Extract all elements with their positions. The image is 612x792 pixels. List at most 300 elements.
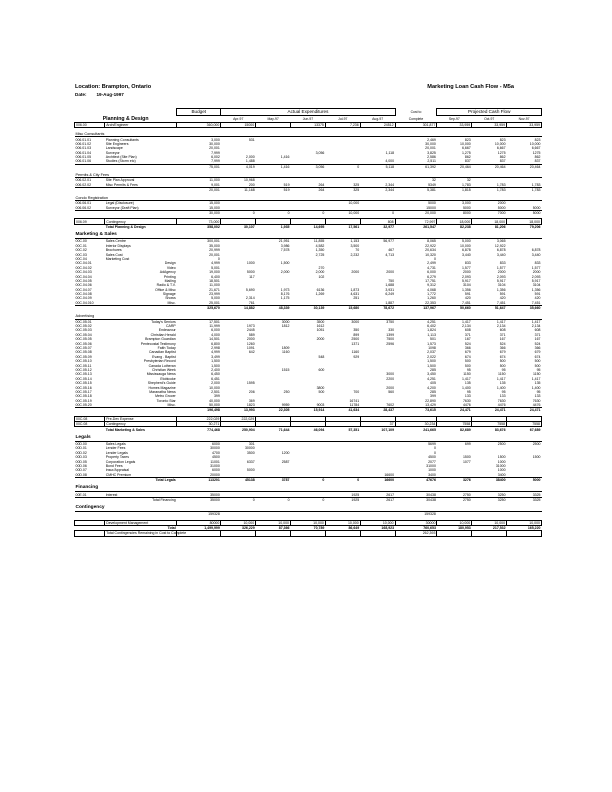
amount-cell: 4,731 bbox=[427, 265, 436, 270]
amount-cell: 32 bbox=[431, 178, 436, 183]
amount-cell: 7,999 bbox=[211, 159, 220, 164]
amount-cell: 330 bbox=[388, 328, 395, 333]
account-code: 00C.02 bbox=[75, 248, 87, 253]
amount-cell: 837 bbox=[534, 159, 541, 164]
amount-cell: 2,586 bbox=[427, 155, 436, 160]
amount-cell: 2617 bbox=[386, 492, 395, 497]
line-item-description: Office & Misc bbox=[155, 287, 176, 292]
line-item-description: Planning Consultants bbox=[105, 137, 139, 142]
amount-cell: 1,356 bbox=[461, 287, 471, 292]
account-code: 00C.05.06 bbox=[75, 341, 92, 346]
amount-cell: 87,366 bbox=[278, 526, 290, 531]
amount-cell: 137,967 bbox=[395, 306, 437, 311]
amount-cell: 79,206 bbox=[529, 225, 541, 229]
amount-cell: 2000 bbox=[497, 201, 506, 206]
line-item-description: Studies (Storm etc) bbox=[105, 159, 136, 164]
amount-cell: 133 bbox=[464, 394, 471, 399]
amount-cell: 0 bbox=[256, 497, 291, 502]
amount-cell: 2,134 bbox=[461, 324, 471, 329]
account-code: 00C.05.08 bbox=[75, 350, 92, 355]
account-code: 00D.05 bbox=[75, 459, 87, 464]
amount-cell: 3,500 bbox=[350, 243, 360, 248]
amount-cell: 7,578 bbox=[280, 248, 290, 253]
amount-cell: 6000 bbox=[212, 468, 220, 473]
amount-cell: 1925 bbox=[325, 497, 360, 502]
amount-cell: 20,464 bbox=[472, 164, 507, 169]
amount-cell: 3800 bbox=[316, 385, 325, 390]
amount-cell: 18,000 bbox=[472, 219, 507, 224]
amount-cell: 5699 bbox=[428, 442, 436, 447]
amount-cell: 591 bbox=[464, 292, 471, 297]
amount-cell: 2,037 bbox=[427, 350, 436, 355]
amount-cell: 524 bbox=[464, 341, 471, 346]
amount-cell: 5000 bbox=[246, 270, 255, 275]
actual-expenditures-header: Actual Expenditures bbox=[221, 109, 395, 116]
amount-cell: 167 bbox=[499, 337, 506, 342]
account-code: 00C.05.13 bbox=[75, 372, 92, 377]
amount-cell: 11,999 bbox=[209, 324, 220, 329]
amount-cell: 0 bbox=[217, 256, 220, 261]
amount-cell: 11784 bbox=[349, 403, 360, 408]
amount-cell: 2,022 bbox=[427, 354, 436, 359]
month-header: Jul-97 bbox=[325, 116, 360, 123]
amount-cell: 41,634 bbox=[325, 408, 360, 413]
amount-cell: 1,499,999 bbox=[204, 526, 220, 531]
account-code: 00C.03 bbox=[75, 252, 87, 257]
amount-cell: 5,001 bbox=[211, 265, 220, 270]
amount-cell: 1500 bbox=[497, 455, 506, 460]
amount-cell: 6,667 bbox=[531, 146, 541, 151]
line-item-description: Sales Centre bbox=[105, 239, 126, 244]
amount-cell: 113201 bbox=[177, 478, 221, 483]
amount-cell: 1,783 bbox=[507, 187, 542, 192]
amount-cell: 1,783 bbox=[531, 182, 541, 187]
amount-cell: 73,615 bbox=[395, 408, 437, 413]
line-item-description: Shows bbox=[165, 296, 176, 301]
amount-cell: 4,068 bbox=[427, 287, 436, 292]
column-group-header bbox=[75, 109, 542, 116]
account-code: 006.01.06 bbox=[75, 159, 92, 164]
amount-cell: 0 bbox=[291, 478, 326, 483]
line-item-description: Maranatha News bbox=[149, 389, 176, 394]
amount-cell: 217,532 bbox=[492, 526, 506, 531]
amount-cell: 15,000 bbox=[209, 201, 220, 206]
line-item-description: Signage bbox=[162, 292, 176, 297]
account-code: 00C.05.03 bbox=[75, 328, 92, 333]
amount-cell: 6,667 bbox=[461, 146, 471, 151]
amount-cell: 2445 bbox=[246, 328, 255, 333]
account-code: 00D.00 bbox=[75, 442, 87, 447]
amount-cell: 500 bbox=[499, 363, 506, 368]
amount-cell: 72,997 bbox=[395, 219, 437, 224]
amount-cell: 6,279 bbox=[427, 274, 436, 279]
amount-cell: 325 bbox=[353, 182, 360, 187]
amount-cell: 5000 bbox=[428, 201, 436, 206]
line-item-description: Property Taxes bbox=[105, 455, 129, 460]
line-item-description: Landscape bbox=[105, 146, 123, 151]
account-code: 00C.04.09 bbox=[75, 296, 92, 301]
amount-cell: 200 bbox=[248, 182, 255, 187]
amount-cell: 1,577 bbox=[531, 265, 541, 270]
amount-cell: 20,001 bbox=[209, 252, 220, 257]
line-item-description: Marketing Cost bbox=[105, 256, 130, 261]
amount-cell: 1260 bbox=[246, 341, 255, 346]
amount-cell: 20,634 bbox=[425, 248, 436, 253]
amount-cell: 1371 bbox=[351, 341, 360, 346]
amount-cell: 14,882 bbox=[221, 306, 256, 311]
amount-cell: 30438 bbox=[395, 497, 437, 502]
account-code: 00D.03 bbox=[75, 455, 87, 460]
account-code: 00C.05.02 bbox=[75, 324, 92, 329]
line-item-description: Corporation Legals bbox=[105, 459, 136, 464]
line-item-description: Radio & T.V. bbox=[156, 283, 176, 288]
amount-cell: 6,000 bbox=[427, 270, 436, 275]
account-code: 00C.05.15 bbox=[75, 381, 92, 386]
amount-cell: 10,000 bbox=[437, 520, 472, 525]
amount-cell: 19,000 bbox=[209, 270, 220, 275]
amount-cell: 8000 bbox=[437, 211, 472, 216]
line-item-description: Development Management bbox=[105, 520, 177, 525]
amount-cell: 20,001 bbox=[177, 187, 221, 192]
amount-cell: 11,000 bbox=[209, 178, 220, 183]
amount-cell: 4,999 bbox=[211, 350, 220, 355]
amount-cell: 7630 bbox=[532, 398, 541, 403]
amount-cell: 95 bbox=[536, 389, 541, 394]
amount-cell: 500 bbox=[318, 389, 325, 394]
amount-cell: 1,500 bbox=[427, 363, 436, 368]
amount-cell: 45138 bbox=[221, 478, 256, 483]
amount-cell: 25,001 bbox=[209, 300, 220, 305]
amount-cell: 95 bbox=[466, 389, 471, 394]
account-code: 006.06.01 bbox=[75, 201, 92, 206]
amount-cell: 1,573 bbox=[427, 341, 436, 346]
amount-cell: 82,689 bbox=[460, 427, 471, 432]
amount-cell: 2000 bbox=[351, 270, 360, 275]
account-code: 00D.06 bbox=[75, 463, 87, 468]
amount-cell: 1500 bbox=[532, 455, 541, 460]
amount-cell: 40,000 bbox=[209, 398, 220, 403]
amount-cell: 82,238 bbox=[460, 225, 471, 229]
amount-cell: 15,000 bbox=[209, 205, 220, 210]
amount-cell: 0 bbox=[360, 211, 395, 216]
amount-cell: 251 bbox=[353, 296, 360, 301]
amount-cell: 3000 bbox=[386, 372, 395, 377]
amount-cell: 3,440 bbox=[496, 252, 506, 257]
account-code: 006.01.03 bbox=[75, 146, 92, 151]
amount-cell: 371 bbox=[464, 332, 471, 337]
line-item-description: Presbyterian Record bbox=[143, 359, 176, 364]
section-title: Misc Consultants bbox=[75, 131, 542, 137]
amount-cell: 16741 bbox=[349, 398, 360, 403]
account-code: 00C.04.07 bbox=[75, 287, 92, 292]
amount-cell: 1,350 bbox=[315, 248, 325, 253]
amount-cell: 22,890 bbox=[425, 398, 436, 403]
amount-cell: 1,113 bbox=[427, 332, 436, 337]
month-header: Aug-97 bbox=[360, 116, 395, 123]
amount-cell: 31000 bbox=[495, 463, 506, 468]
amount-cell: 95 bbox=[501, 367, 506, 372]
amount-cell: 1091 bbox=[246, 345, 255, 350]
amount-cell: 6,450 bbox=[211, 372, 220, 377]
amount-cell: 674 bbox=[464, 354, 471, 359]
amount-cell: 159328 bbox=[424, 512, 436, 517]
cash-flow-sheet bbox=[74, 84, 542, 540]
amount-cell: 500 bbox=[464, 359, 471, 364]
amount-cell: 2,998 bbox=[211, 345, 220, 350]
amount-cell: 761 bbox=[248, 300, 255, 305]
amount-cell: 524 bbox=[499, 341, 506, 346]
amount-cell: 33,959 bbox=[437, 123, 472, 128]
amount-cell: 2000 bbox=[532, 270, 541, 275]
amount-cell: 30438 bbox=[426, 492, 436, 497]
amount-cell: 107,109 bbox=[381, 427, 395, 432]
amount-cell: 5,000 bbox=[211, 296, 220, 301]
line-item-description: Christian Week bbox=[152, 367, 176, 372]
amount-cell: 30,271 bbox=[177, 422, 221, 427]
amount-cell: 2,469 bbox=[427, 137, 436, 142]
amount-cell: 6000 bbox=[212, 442, 220, 447]
amount-cell: 0 bbox=[433, 256, 436, 261]
amount-cell: 30,234 bbox=[395, 422, 437, 427]
amount-cell: 679 bbox=[499, 350, 506, 355]
amount-cell: 9,001 bbox=[211, 182, 220, 187]
amount-cell: 750 bbox=[388, 278, 395, 283]
amount-cell: 18,501 bbox=[209, 278, 220, 283]
amount-cell: 1,500 bbox=[211, 359, 220, 364]
amount-cell: 5,917 bbox=[531, 278, 541, 283]
amount-cell: 2,499 bbox=[427, 261, 436, 266]
amount-cell: 4476 bbox=[532, 403, 541, 408]
amount-cell: 10,000 bbox=[221, 520, 256, 525]
amount-cell: 67,689 bbox=[529, 427, 541, 432]
account-code: 006.06.02 bbox=[75, 205, 92, 210]
amount-cell: 7,451 bbox=[496, 300, 506, 305]
amount-cell: 4,019 bbox=[221, 164, 256, 169]
amount-cell: 899 bbox=[353, 332, 360, 337]
amount-cell: 501 bbox=[430, 337, 436, 342]
amount-cell: 35,660 bbox=[507, 306, 542, 311]
amount-cell: 10,000 bbox=[529, 141, 541, 146]
amount-cell: 2,511 bbox=[427, 159, 436, 164]
line-item-description: Video bbox=[166, 265, 176, 270]
amount-cell: 30,000 bbox=[177, 211, 221, 216]
section-title: Contingency bbox=[75, 505, 542, 512]
account-code: 00C.05.18 bbox=[75, 394, 92, 399]
amount-cell: 3325 bbox=[532, 492, 541, 497]
sheet-header bbox=[74, 84, 542, 108]
account-code: 00C.05.10 bbox=[75, 359, 92, 364]
amount-cell: 7500 bbox=[386, 337, 395, 342]
amount-cell: 1,416 bbox=[256, 164, 291, 169]
amount-cell: 32,977 bbox=[383, 225, 395, 229]
month-header: May-97 bbox=[256, 116, 291, 123]
amount-cell: 0 bbox=[221, 211, 256, 216]
amount-cell: 10,320 bbox=[425, 252, 436, 257]
amount-cell: 57,351 bbox=[348, 427, 360, 432]
amount-cell: 4,200 bbox=[427, 385, 436, 390]
amount-cell: 11,000 bbox=[209, 283, 220, 288]
amount-cell: 1925 bbox=[351, 492, 360, 497]
amount-cell: 679 bbox=[534, 350, 541, 355]
amount-cell: 837 bbox=[499, 159, 506, 164]
amount-cell: 1,153 bbox=[350, 239, 360, 244]
amount-cell: 3750 bbox=[386, 319, 395, 324]
line-item-description: Architect (Site Plan) bbox=[105, 155, 137, 160]
amount-cell: 4700 bbox=[212, 450, 220, 455]
amount-cell: 2,000 bbox=[211, 381, 220, 386]
amount-cell: 4,251 bbox=[427, 376, 436, 381]
account-code: 006.01.02 bbox=[75, 141, 92, 146]
account-code: 00C.04.010 bbox=[75, 300, 94, 305]
amount-cell: 1,416 bbox=[280, 155, 290, 160]
amount-cell: 366 bbox=[534, 345, 541, 350]
amount-cell: 9003 bbox=[316, 403, 325, 408]
amount-cell: 6,878 bbox=[496, 248, 506, 253]
amount-cell: 5,917 bbox=[496, 278, 506, 283]
amount-cell: 1,260 bbox=[427, 296, 436, 301]
amount-cell: 14,695 bbox=[313, 225, 325, 229]
amount-cell: 3276 bbox=[437, 478, 472, 483]
amount-cell: 6,249 bbox=[385, 292, 395, 297]
account-code: 00D.01 bbox=[75, 446, 87, 451]
amount-cell: 1,577 bbox=[461, 265, 471, 270]
amount-cell: 600 bbox=[318, 367, 325, 372]
amount-cell: 167 bbox=[464, 337, 471, 342]
amount-cell: 1,417 bbox=[531, 376, 541, 381]
amount-cell: 3,825 bbox=[427, 150, 436, 155]
amount-cell: 1275 bbox=[532, 150, 541, 155]
amount-cell: 467 bbox=[388, 248, 395, 253]
line-item-description: Contingency bbox=[105, 219, 177, 224]
amount-cell: 548 bbox=[318, 354, 325, 359]
amount-cell: 1973 bbox=[246, 324, 255, 329]
amount-cell: 3,440 bbox=[461, 252, 471, 257]
amount-cell: 11001 bbox=[210, 459, 220, 464]
account-code: 00C.05.11 bbox=[75, 363, 92, 368]
amount-cell: 2596 bbox=[386, 341, 395, 346]
account-code: 006.01.05 bbox=[75, 155, 92, 160]
amount-cell: 2000 bbox=[386, 385, 395, 390]
amount-cell: 17,751 bbox=[425, 278, 436, 283]
amount-cell: 7630 bbox=[462, 398, 471, 403]
date-value: 19-Aug-1997 bbox=[96, 92, 124, 97]
account-code: 006.02.01 bbox=[75, 178, 92, 183]
line-item-description: Total Contingencies Remaining in Cost to Complete bbox=[106, 531, 187, 536]
amount-cell: 10,000 bbox=[256, 520, 291, 525]
amount-cell: 1,973 bbox=[280, 287, 290, 292]
amount-cell: 1500 bbox=[462, 455, 471, 460]
line-item-description: Canada Lutheran bbox=[148, 363, 176, 368]
section-title: Advertising bbox=[75, 314, 542, 320]
amount-cell: 21,951 bbox=[278, 239, 290, 244]
amount-cell: 7558 bbox=[437, 422, 472, 427]
account-code: 00C.04.02 bbox=[75, 265, 92, 270]
amount-cell: 325,670 bbox=[177, 306, 221, 311]
amount-cell: 2000 bbox=[462, 270, 471, 275]
amount-cell: 4,251 bbox=[427, 319, 436, 324]
amount-cell: 6,400 bbox=[211, 274, 220, 279]
amount-cell: 531 bbox=[248, 137, 255, 142]
amount-cell: 862 bbox=[499, 155, 506, 160]
amount-cell: 7602 bbox=[386, 403, 395, 408]
amount-cell: 30,000 bbox=[209, 141, 220, 146]
amount-cell: 1,577 bbox=[496, 265, 506, 270]
budget-header: Budget bbox=[177, 109, 221, 116]
amount-cell: 2,344 bbox=[360, 187, 395, 192]
amount-cell: 1515 bbox=[281, 367, 290, 372]
amount-cell: 50,660 bbox=[437, 306, 472, 311]
amount-cell: 301 bbox=[248, 442, 255, 447]
amount-cell: 420 bbox=[464, 296, 471, 301]
amount-cell: 3500 bbox=[316, 319, 325, 324]
amount-cell: 2,093 bbox=[461, 274, 471, 279]
section-title: Marketing & Sales bbox=[75, 232, 542, 239]
amount-cell: 2,314 bbox=[245, 296, 255, 301]
account-code: 00D.02 bbox=[75, 450, 87, 455]
amount-cell: 2,000 bbox=[280, 270, 290, 275]
amount-cell: 35000 bbox=[210, 492, 220, 497]
amount-cell: 6,402 bbox=[427, 324, 436, 329]
amount-cell: 30,107 bbox=[243, 225, 255, 229]
amount-cell: 500 bbox=[534, 359, 541, 364]
amount-cell: 0 bbox=[291, 497, 326, 502]
account-code: 00C.05.05 bbox=[75, 337, 92, 342]
amount-cell: 420 bbox=[534, 296, 541, 301]
amount-cell: 1,118 bbox=[385, 150, 395, 155]
amount-cell: 10,000 bbox=[494, 141, 506, 146]
amount-cell: 6,800 bbox=[211, 341, 220, 346]
amount-cell: 3325 bbox=[507, 497, 542, 502]
amount-cell: 5000 bbox=[246, 468, 255, 473]
amount-cell: 20000 bbox=[210, 472, 220, 477]
amount-cell: 10,968 bbox=[243, 178, 255, 183]
month-header: Jun-97 bbox=[291, 116, 326, 123]
amount-cell: 608 bbox=[534, 328, 541, 333]
amount-cell: 2000 bbox=[316, 337, 325, 342]
amount-cell: 250 bbox=[283, 389, 290, 394]
amount-cell: 20,001 bbox=[425, 146, 436, 151]
section-title: Financing bbox=[75, 485, 542, 492]
complete-header: Complete bbox=[395, 116, 437, 123]
planning-design-heading: Planning & Design bbox=[75, 116, 177, 123]
amount-cell: 2750 bbox=[462, 492, 471, 497]
amount-cell: 21,671 bbox=[209, 287, 220, 292]
amount-cell: 285 bbox=[430, 389, 436, 394]
amount-cell: 7000 bbox=[472, 211, 507, 216]
amount-cell: 70,789 bbox=[313, 526, 325, 531]
line-item-description: Etobicoke bbox=[160, 376, 176, 381]
account-code: 006.00 bbox=[75, 123, 105, 128]
amount-cell: 2,134 bbox=[531, 324, 541, 329]
amount-cell: 6136 bbox=[316, 287, 325, 292]
amount-cell: 1,400 bbox=[496, 385, 506, 390]
amount-cell: 591 bbox=[499, 292, 506, 297]
amount-cell: 4476 bbox=[462, 403, 471, 408]
amount-cell: 20,001 bbox=[209, 146, 220, 151]
line-item-description: Interior Displays bbox=[105, 243, 131, 248]
amount-cell: 862 bbox=[534, 155, 541, 160]
amount-cell: 1,356 bbox=[531, 287, 541, 292]
line-item-description: Lender Fees bbox=[105, 446, 126, 451]
amount-cell: 1,783 bbox=[461, 182, 471, 187]
projected-cash-flow-header: Projected Cash Flow bbox=[437, 109, 542, 116]
amount-cell: 3000 bbox=[351, 319, 360, 324]
amount-cell: 5,690 bbox=[245, 287, 255, 292]
amount-cell: 2200 bbox=[386, 376, 395, 381]
amount-cell: 30,139 bbox=[291, 306, 326, 311]
amount-cell: 95 bbox=[536, 367, 541, 372]
amount-cell: 2,093 bbox=[531, 274, 541, 279]
